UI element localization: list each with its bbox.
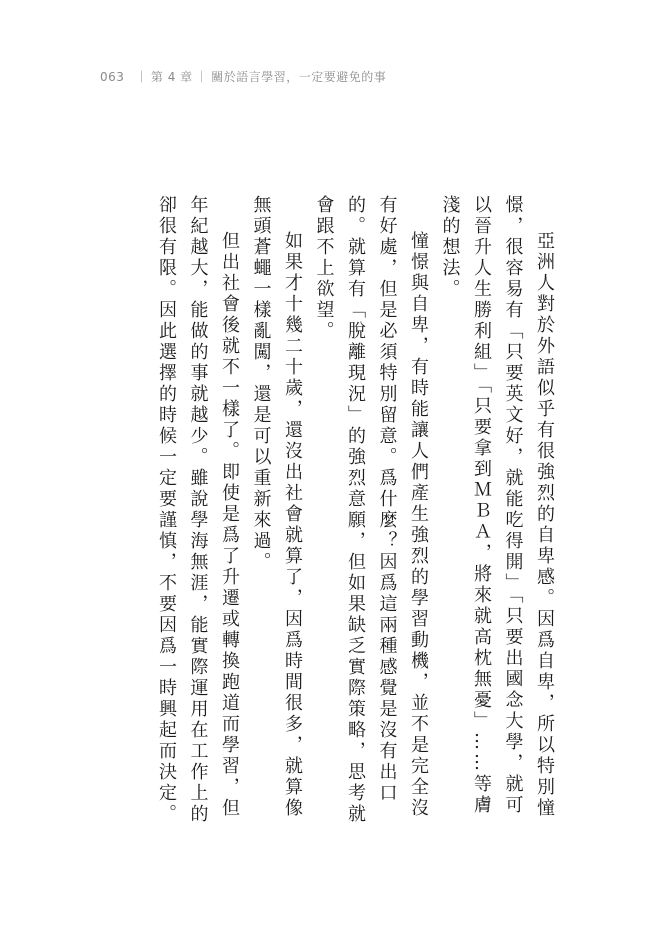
chapter-title: 關於語言學習，一定要避免的事 xyxy=(211,70,387,84)
header-separator-2: ｜ xyxy=(195,70,209,84)
paragraph-3: 如果才十幾二十歲，還沒出社會就算了，因爲時間很多，就算像無頭蒼蠅一樣亂闖，還是可以重新來過。 xyxy=(250,195,303,819)
page-number: 063 xyxy=(100,70,125,84)
vertical-body-text xyxy=(156,195,560,835)
header-separator: ｜ xyxy=(135,70,148,84)
paragraph-4: 但出社會後就不一樣了。即使是爲了升遷或轉換跑道而學習，但年紀越大，能做的事就越少。雖說學海無涯，能實際運用在工作上的卻很有限。因此選擇的時候一定要謹慎，不要因爲一時興起而決定。 xyxy=(156,195,240,825)
paragraph-1: 亞洲人對於外語似乎有很強烈的自卑感。因爲自卑，所以特別憧憬，很容易有「只要英文好，就能吃得開」「只要出國念大學，就可以晉升人生勝利組」「只要拿到ＭＢＡ，將來就高枕無憂」……等膚淺的想法。 xyxy=(439,195,555,819)
chapter-label: 第 4 章 xyxy=(150,70,193,84)
paragraph-2: 憧憬與自卑，有時能讓人們產生強烈的學習動機，並不是完全沒有好處，但是必須特別留意。爲什麼？因爲這兩種感覺是沒有出口的。就算有「脫離現況」的強烈意願，但如果缺乏實際策略，思考就會跟不上欲望。 xyxy=(313,195,429,825)
running-header xyxy=(100,68,386,85)
